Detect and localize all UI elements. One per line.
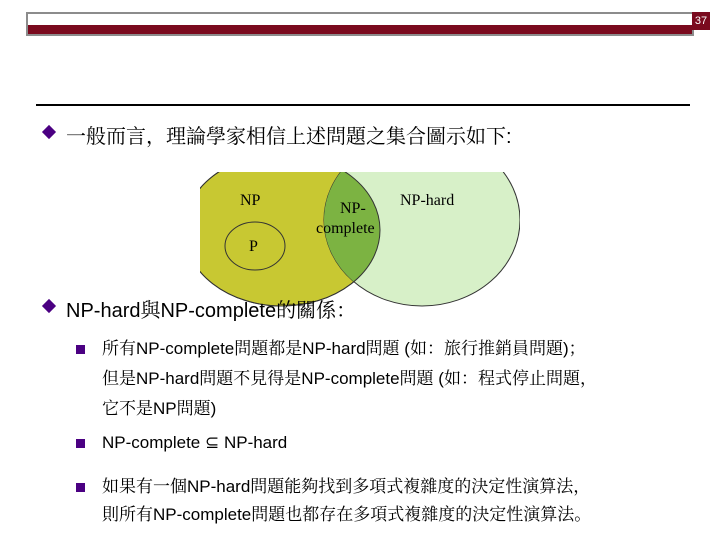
item1-line1: 所有NP-complete問題都是NP-hard問題 (如：旅行推銷員問題)；: [102, 339, 586, 358]
np-complete-label-2: complete: [316, 220, 375, 237]
page-number: 37: [692, 12, 710, 30]
np-hard-label: NP-hard: [400, 192, 455, 209]
item1-line2: 但是NP-hard問題不見得是NP-complete問題 (如：程式停止問題，: [102, 369, 597, 388]
bullet-square-icon: [76, 345, 85, 354]
item3-line2: 則所有NP-complete問題也都存在多項式複雜度的決定性演算法。: [102, 505, 592, 524]
item1-line3: 它不是NP問題): [102, 399, 217, 418]
bullet-square-icon: [76, 439, 85, 448]
venn-diagram: [200, 172, 520, 308]
header-bar-fill: [28, 14, 692, 34]
item2-line1: NP-complete ⊆ NP-hard: [102, 433, 288, 452]
section1-heading: 一般而言，理論學家相信上述問題之集合圖示如下:: [66, 126, 512, 148]
np-label: NP: [240, 192, 261, 209]
bullet-square-icon: [76, 483, 85, 492]
p-label: P: [249, 238, 258, 255]
title-rule: [36, 104, 690, 106]
item3-line1: 如果有一個NP-hard問題能夠找到多項式複雜度的決定性演算法，: [102, 477, 591, 496]
section2-heading: NP-hard與NP-complete的關係：: [66, 300, 357, 322]
bullet-diamond-icon: [42, 125, 56, 139]
header-bar: [26, 12, 694, 36]
np-complete-label-1: NP-: [340, 200, 366, 217]
bullet-diamond-icon: [42, 299, 56, 313]
